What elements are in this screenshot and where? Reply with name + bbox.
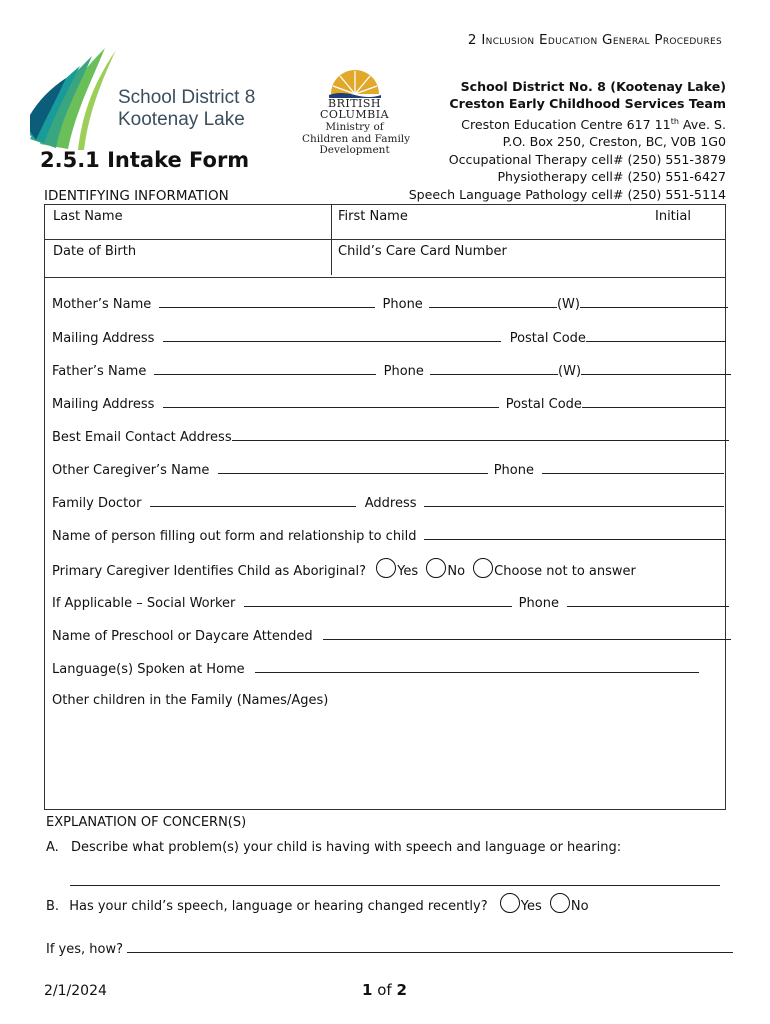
doctor-address-input[interactable]	[424, 494, 724, 507]
sd8-swoosh-icon	[30, 44, 130, 154]
concern-a-input[interactable]	[70, 873, 720, 886]
other-children-row: Other children in the Family (Names/Ages)	[52, 693, 329, 708]
mother-phone-input[interactable]	[429, 295, 557, 308]
father-phone-input[interactable]	[430, 362, 558, 375]
bc-ministry-line1: Ministry of	[325, 121, 384, 133]
changed-no-radio[interactable]	[550, 893, 570, 913]
father-mailing-row: Mailing Address Postal Code	[52, 395, 726, 412]
contact-slp: Speech Language Pathology cell# (250) 551-5114	[408, 186, 726, 202]
mother-postal-input[interactable]	[586, 329, 726, 342]
sd8-logo	[30, 44, 270, 154]
bc-logo	[302, 64, 411, 168]
languages-row: Language(s) Spoken at Home	[52, 660, 699, 677]
social-worker-row: If Applicable – Social Worker Phone	[52, 594, 729, 611]
father-mailing-input[interactable]	[163, 395, 499, 408]
aboriginal-row: Primary Caregiver Identifies Child as Aboriginal? Yes No Choose not to answer	[52, 558, 636, 579]
bc-name-line1: BRITISH	[327, 97, 382, 110]
social-worker-input[interactable]	[244, 594, 512, 607]
mother-name-input[interactable]	[159, 295, 375, 308]
contact-physio: Physiotherapy cell# (250) 551-6427	[497, 169, 726, 185]
contact-address-line: Creston Education Centre 617 11th Ave. S.	[461, 116, 726, 132]
bc-sun-icon	[325, 64, 385, 98]
bc-name-line2: COLUMBIA	[319, 108, 390, 121]
if-yes-row: If yes, how?	[46, 940, 733, 957]
changed-yes-radio[interactable]	[500, 893, 520, 913]
if-yes-input[interactable]	[127, 940, 733, 953]
first-name-field[interactable]: First Name	[338, 209, 408, 224]
sd8-name-line1: School District 8	[118, 87, 256, 108]
languages-input[interactable]	[255, 660, 699, 673]
table-col-divider	[331, 205, 332, 275]
page-number: 1 of 2	[362, 981, 407, 999]
aboriginal-yes-radio[interactable]	[376, 558, 396, 578]
other-caregiver-row: Other Caregiver’s Name Phone	[52, 461, 724, 478]
care-card-field[interactable]: Child’s Care Card Number	[338, 244, 507, 259]
contact-po-box: P.O. Box 250, Creston, BC, V0B 1G0	[502, 134, 726, 150]
mother-mailing-input[interactable]	[163, 329, 501, 342]
mother-mailing-row: Mailing Address Postal Code	[52, 329, 726, 346]
bc-ministry-line3: Development	[319, 144, 390, 156]
social-worker-phone-input[interactable]	[567, 594, 729, 607]
section-header: 2 Inclusion Education General Procedures	[467, 32, 722, 48]
aboriginal-choose-not-radio[interactable]	[473, 558, 493, 578]
aboriginal-no-radio[interactable]	[426, 558, 446, 578]
person-filling-input[interactable]	[424, 527, 726, 540]
contact-team: Creston Early Childhood Services Team	[449, 96, 726, 112]
mother-row: Mother’s Name Phone (W)	[52, 295, 728, 312]
footer-date: 2/1/2024	[44, 983, 107, 999]
page-title: 2.5.1 Intake Form	[40, 148, 250, 172]
other-caregiver-phone-input[interactable]	[542, 461, 724, 474]
contact-org: School District No. 8 (Kootenay Lake)	[460, 79, 726, 94]
other-children-input[interactable]	[52, 712, 716, 804]
person-filling-row: Name of person filling out form and relationship to child	[52, 527, 726, 544]
concern-b-question: B. Has your child’s speech, language or hearing changed recently? Yes No	[46, 893, 589, 914]
preschool-row: Name of Preschool or Daycare Attended	[52, 627, 731, 644]
identifying-heading: IDENTIFYING INFORMATION	[44, 188, 229, 204]
mother-work-phone-input[interactable]	[580, 295, 728, 308]
initial-field[interactable]: Initial	[655, 209, 691, 224]
bc-ministry-line2: Children and Family	[302, 132, 411, 145]
other-caregiver-input[interactable]	[218, 461, 488, 474]
email-input[interactable]	[232, 428, 729, 441]
preschool-input[interactable]	[323, 627, 731, 640]
family-doctor-input[interactable]	[150, 494, 356, 507]
doctor-row: Family Doctor Address	[52, 494, 724, 511]
concerns-heading: EXPLANATION OF CONCERN(S)	[46, 815, 247, 830]
sd8-name-line2: Kootenay Lake	[118, 109, 245, 130]
contact-ot: Occupational Therapy cell# (250) 551-3879	[448, 151, 726, 167]
father-name-input[interactable]	[154, 362, 376, 375]
father-work-phone-input[interactable]	[581, 362, 731, 375]
contact-block	[409, 78, 726, 203]
father-postal-input[interactable]	[582, 395, 726, 408]
email-row: Best Email Contact Address	[52, 428, 729, 445]
father-row: Father’s Name Phone (W)	[52, 362, 731, 379]
concern-a-question: A. Describe what problem(s) your child is having with speech and language or hearing:	[46, 840, 622, 855]
table-divider	[45, 239, 725, 240]
last-name-field[interactable]: Last Name	[53, 209, 123, 224]
dob-field[interactable]: Date of Birth	[53, 244, 137, 259]
